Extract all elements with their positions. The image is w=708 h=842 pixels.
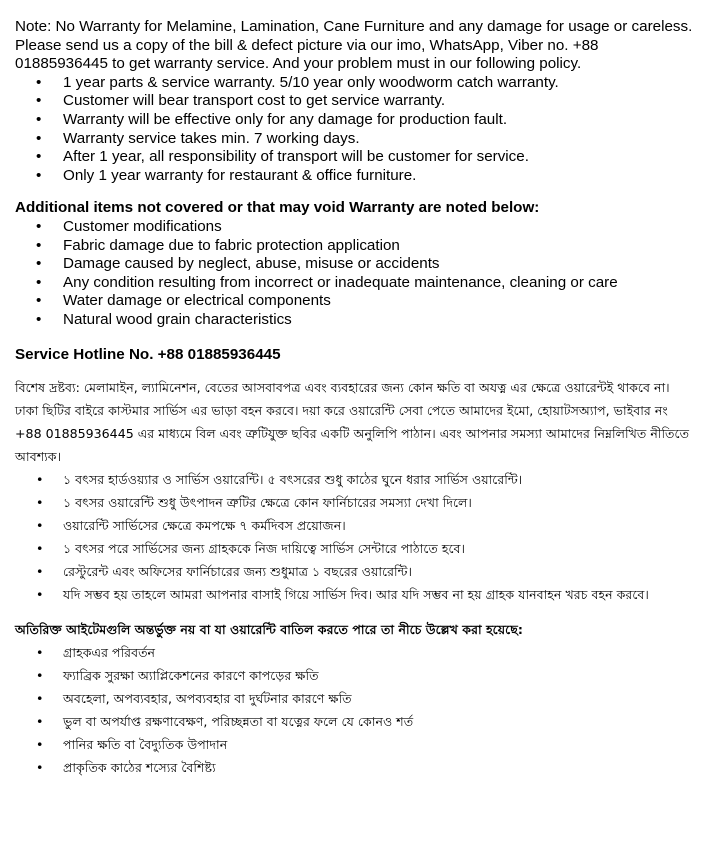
bangla-policy-item: • রেস্টুরেন্ট এবং অফিসের ফার্নিচারের জন্য শুধুমাত্র ১ বছরের ওয়ারেন্টি। [15, 560, 695, 583]
bangla-section [15, 376, 695, 779]
bangla-policy-item: • ১ বৎসর হার্ডওয়্যার ও সার্ভিস ওয়ারেন্টি। ৫ বৎসরের শুধু কাঠের ঘুনে ধরার সার্ভিস ওয়ারেন্টি। [15, 468, 695, 491]
additional-item: • Customer modifications [15, 218, 695, 237]
bangla-additional-item: • প্রাকৃতিক কাঠের শস্যের বৈশিষ্ট্য [15, 756, 695, 779]
bangla-additional-heading: অতিরিক্ত আইটেমগুলি অন্তর্ভুক্ত নয় বা যা ওয়ারেন্টি বাতিল করতে পারে তা নীচে উল্লেখ করা হয়েছে: [15, 622, 523, 638]
additional-item: • Any condition resulting from incorrect or inadequate maintenance, cleaning or care [15, 274, 695, 293]
bangla-policy-item: • ১ বৎসর পরে সার্ভিসের জন্য গ্রাহককে নিজ দায়িত্বে সার্ভিস সেন্টারে পাঠাতে হবে। [15, 537, 695, 560]
policy-item: • Warranty service takes min. 7 working days. [15, 130, 695, 149]
additional-list [15, 218, 695, 330]
bangla-policy-item: • ১ বৎসর ওয়ারেন্টি শুধু উৎপাদন ত্রুটির ক্ষেত্রে কোন ফার্নিচারের সমস্যা দেখা দিলে। [15, 491, 695, 514]
note-line-2: Please send us a copy of the bill & defect picture via our imo, WhatsApp, Viber no. +88 01885936445 to get warranty service. And your problem must in our following policy. [15, 36, 599, 73]
policy-item: • After 1 year, all responsibility of transport will be customer for service. [15, 148, 695, 167]
bangla-additional-list [15, 641, 695, 779]
bangla-additional-item: • গ্রাহকএর পরিবর্তন [15, 641, 695, 664]
bangla-additional-item: • ভুল বা অপর্যাপ্ত রক্ষণাবেক্ষণ, পরিচ্ছন্নতা বা যত্নের ফলে যে কোনও শর্ত [15, 710, 695, 733]
bangla-policy-list [15, 468, 695, 606]
policy-item: • Customer will bear transport cost to get service warranty. [15, 92, 695, 111]
policy-item: • Only 1 year warranty for restaurant & office furniture. [15, 167, 695, 186]
policy-item: • Warranty will be effective only for any damage for production fault. [15, 111, 695, 130]
policy-item: • 1 year parts & service warranty. 5/10 year only woodworm catch warranty. [15, 74, 695, 93]
bangla-additional-item: • অবহেলা, অপব্যবহার, অপব্যবহার বা দুর্ঘটনার কারণে ক্ষতি [15, 687, 695, 710]
additional-item: • Water damage or electrical components [15, 292, 695, 311]
bangla-intro: বিশেষ দ্রষ্টব্য: মেলামাইন, ল্যামিনেশন, বেতের আসবাবপত্র এবং ব্যবহারের জন্য কোন ক্ষতি বা অযত্ন এর ক্ষেত্রে ওয়ারেন্টই থাকবে না। ঢাকা ছিটির বাইরে কাস্টমার সার্ভিস এর ভাড়া বহন করবে। দয়া করে ওয়ারেন্টি সেবা পেতে আমাদের ইমো, হোয়াটসঅ্যাপ, ভাইবার নং +88 01885936445 এর মাধ্যমে বিল এবং ত্রুটিযুক্ত ছবির একটি অনুলিপি পাঠান। এবং আপনার সমস্যা আমাদের নিম্নলিখিত নীতিতে আবশ্যক। [15, 380, 690, 465]
additional-item: • Fabric damage due to fabric protection application [15, 237, 695, 256]
english-section [15, 18, 695, 364]
additional-heading: Additional items not covered or that may void Warranty are noted below: [15, 199, 540, 217]
additional-item: • Damage caused by neglect, abuse, misuse or accidents [15, 255, 695, 274]
bangla-additional-item: • ফ্যাব্রিক সুরক্ষা অ্যাপ্লিকেশনের কারণে কাপড়ের ক্ষতি [15, 664, 695, 687]
bangla-policy-item: • ওয়ারেন্টি সার্ভিসের ক্ষেত্রে কমপক্ষে ৭ কর্মদিবস প্রয়োজন। [15, 514, 695, 537]
warranty-document [15, 18, 695, 779]
additional-item: • Natural wood grain characteristics [15, 311, 695, 330]
bangla-policy-item: • যদি সম্ভব হয় তাহলে আমরা আপনার বাসাই গিয়ে সার্ভিস দিব। আর যদি সম্ভব না হয় গ্রাহক যানবাহন খরচ বহন করবে। [15, 583, 695, 606]
policy-list [15, 74, 695, 186]
bangla-additional-item: • পানির ক্ষতি বা বৈদ্যুতিক উপাদান [15, 733, 695, 756]
note-line-1: Note: No Warranty for Melamine, Lamination, Cane Furniture and any damage for usage or careless. [15, 18, 693, 35]
service-hotline: Service Hotline No. +88 01885936445 [15, 345, 281, 363]
